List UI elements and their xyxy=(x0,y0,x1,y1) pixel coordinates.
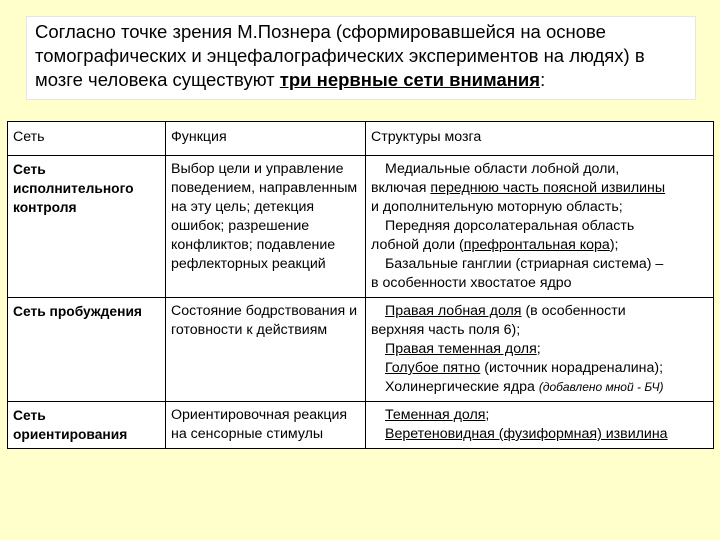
header-structures: Структуры мозга xyxy=(366,122,714,156)
brain-structures xyxy=(366,298,714,402)
structure-text: ; xyxy=(536,341,541,357)
brain-structures xyxy=(366,402,714,449)
author-note: (добавлено мной - БЧ) xyxy=(538,380,664,394)
intro-line-3 xyxy=(35,68,687,92)
structure-link[interactable]: Правая лобная доля xyxy=(385,303,522,319)
structure-text: Холинергические ядра xyxy=(385,379,539,395)
network-function: Состояние бодрствования и готовности к действиям xyxy=(166,298,366,402)
network-name: Сеть пробуждения xyxy=(8,298,166,402)
header-network: Сеть xyxy=(8,122,166,156)
intro-colon: : xyxy=(540,69,546,90)
structure-text: (источник норадреналина); xyxy=(480,360,664,376)
structure-text: Базальные ганглии (стриарная система) – xyxy=(385,256,664,272)
brain-structures xyxy=(366,156,714,298)
structure-link[interactable]: префронтальная кора xyxy=(463,237,610,253)
structure-text: лобной доли ( xyxy=(371,237,464,253)
structure-text: и дополнительную моторную область; xyxy=(371,199,623,215)
structure-text: ; xyxy=(485,407,490,423)
intro-line-1: Согласно точке зрения М.Познера (сформировавшейся на основе xyxy=(35,21,606,42)
structure-link[interactable]: Веретеновидная (фузиформная) извилина xyxy=(385,426,668,442)
network-function: Ориентировочная реакция на сенсорные стимулы xyxy=(166,402,366,449)
structure-text: Медиальные области лобной доли, xyxy=(385,161,620,177)
network-name: Сеть исполнительного контроля xyxy=(8,156,166,298)
structure-text: ); xyxy=(609,237,619,253)
structure-text: верхняя часть поля 6); xyxy=(371,322,521,338)
network-name: Сеть ориентирования xyxy=(8,402,166,449)
attention-networks-table xyxy=(7,121,714,449)
structure-link[interactable]: Голубое пятно xyxy=(385,360,481,376)
structure-text: (в особенности xyxy=(521,303,626,319)
intro-line-3-text: мозге человека существуют xyxy=(35,69,280,90)
network-function: Выбор цели и управление поведением, направленным на эту цель; детекция ошибок; разрешение конфликтов; подавление рефлекторных реакций xyxy=(166,156,366,298)
intro-text-box xyxy=(26,16,696,100)
table-header-row xyxy=(8,122,714,156)
structure-link[interactable]: переднюю часть поясной извилины xyxy=(430,180,666,196)
structure-link[interactable]: Теменная доля xyxy=(385,407,486,423)
table-row xyxy=(8,402,714,449)
table-row xyxy=(8,298,714,402)
structure-link[interactable]: Правая теменная доля xyxy=(385,341,537,357)
header-function: Функция xyxy=(166,122,366,156)
intro-emphasis: три нервные сети внимания xyxy=(279,69,541,90)
structure-text: включая xyxy=(371,180,431,196)
structure-text: Передняя дорсолатеральная область xyxy=(385,218,635,234)
intro-line-2: томографических и энцефалографических экспериментов на людях) в xyxy=(35,45,645,66)
structure-text: в особенности хвостатое ядро xyxy=(371,275,572,291)
table-row xyxy=(8,156,714,298)
